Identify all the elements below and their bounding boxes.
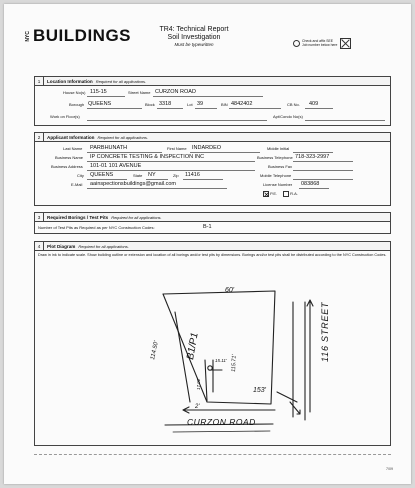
apt-label: Apt/Condo No(s) (273, 114, 303, 119)
left-dimension: 114.50' (150, 340, 160, 361)
city-field[interactable]: QUEENS (90, 172, 114, 178)
business-telephone-field[interactable]: 718-323-2997 (295, 154, 330, 160)
section-required-note: Required for all applications. (95, 78, 147, 84)
cb-field[interactable]: 409 (309, 101, 319, 107)
business-fax-label: Business Fax (268, 164, 293, 169)
form-instruction: Must be typewritten (174, 42, 214, 48)
section-required-note: Required for all applications. (78, 243, 129, 249)
section-borings (34, 212, 391, 234)
email-field[interactable]: aainspectionsbuildings@gmail.com (90, 181, 176, 187)
pe-checkbox[interactable] (263, 191, 269, 197)
road-label: CURZON ROAD (187, 417, 256, 427)
borough-field[interactable]: QUEENS (88, 101, 112, 107)
inner-dimension-1: 15.11' (215, 358, 227, 363)
email-label: E-Mail (71, 182, 83, 187)
form-header (134, 26, 254, 47)
bin-field[interactable]: 4842402 (231, 101, 253, 107)
form-title: TR4: Technical Report (159, 26, 229, 33)
middle-initial-label: Middle Initial (267, 146, 290, 151)
block-field[interactable]: 3318 (159, 101, 172, 107)
road-underline-2 (173, 431, 270, 432)
house-field[interactable]: 115-15 (90, 89, 107, 95)
job-number-note (293, 38, 351, 49)
cb-label: CB No. (287, 102, 300, 107)
street-label: Street Name (128, 90, 151, 95)
job-note-text (302, 40, 337, 47)
borough-label: Borough (69, 102, 85, 107)
tr4-form-page (4, 4, 411, 484)
ra-checkbox[interactable] (283, 191, 289, 197)
job-note-line2: Job number below here (302, 42, 338, 47)
ra-label: R.A. (290, 191, 298, 197)
boring-label: B1/P1 (185, 331, 201, 361)
floors-label: Work on Floor(s) (50, 114, 80, 119)
middle-dimension: 115.71' (231, 354, 238, 373)
logo-text: BUILDINGS (33, 26, 131, 45)
block-label: Block (145, 102, 155, 107)
plot-instructions: Draw in ink to indicate scale. Show building outline or extension and location of all borings and/or test pits by dimensions. Borings and/or test pits shall be distributed according to the NYC Construction Codes. (38, 253, 387, 257)
street-label: 116 STREET (320, 301, 330, 362)
license-number-label: License Number (263, 182, 293, 187)
first-name-label: First Name (167, 146, 187, 151)
inner-dimension-2: 17.02' (196, 377, 201, 390)
business-name-label: Business Name (55, 155, 84, 160)
floors-field[interactable] (87, 120, 267, 121)
bin-label: BIN (221, 102, 228, 107)
section-number: 4 (35, 242, 44, 250)
plot-sketch (35, 242, 392, 447)
bottom-dimension: 2' (195, 404, 200, 410)
lot-label: Lot (187, 102, 193, 107)
business-fax-field[interactable] (293, 170, 353, 171)
pe-label: P.E. (270, 191, 278, 197)
section-title-bar (35, 213, 390, 222)
page-number: 7/09 (386, 467, 393, 471)
boring-line (205, 360, 207, 401)
lot-field[interactable]: 39 (197, 101, 204, 107)
corner-arrow (290, 402, 300, 414)
footer-divider (34, 454, 391, 455)
check-x-icon (264, 192, 269, 197)
zip-label: Zip (173, 173, 179, 178)
test-pits-label: Number of Test Pits as Required as per NYC Construction Codes: (38, 225, 155, 230)
section-title: Plot Diagram (47, 243, 76, 249)
city-label: City (77, 173, 84, 178)
mobile-telephone-field[interactable] (293, 179, 353, 180)
street-arrow (307, 300, 313, 412)
section-title-bar (35, 77, 390, 86)
nyc-buildings-logo (26, 26, 131, 46)
section-number: 1 (35, 77, 44, 85)
business-address-field[interactable]: 101-01 101 AVENUE (90, 163, 142, 169)
ra-checkbox-group (283, 191, 298, 197)
job-note-line1: Check and affix SEE (302, 38, 334, 43)
section-location (34, 76, 391, 126)
business-name-field[interactable]: IP CONCRETE TESTING & INSPECTION INC (90, 154, 205, 160)
street-field[interactable]: CURZON ROAD (155, 89, 196, 95)
form-subtitle: Soil Investigation (167, 34, 221, 42)
right-dimension-line (277, 392, 297, 402)
right-dimension: 153' (253, 387, 267, 394)
state-label: State (133, 173, 143, 178)
mobile-telephone-label: Mobile Telephone (260, 173, 292, 178)
section-required-note: Required for all applications. (97, 134, 148, 140)
section-title: Required Borings / Test Pits (47, 214, 109, 220)
state-field[interactable]: NY (148, 172, 156, 178)
zip-field[interactable]: 11416 (185, 172, 200, 178)
section-plot-diagram (34, 241, 391, 446)
last-name-field[interactable]: PARBHUNATH (90, 145, 128, 151)
section-number: 3 (35, 213, 44, 221)
x-checkbox-icon[interactable] (340, 38, 351, 49)
section-number: 2 (35, 133, 44, 141)
section-title: Location Information (47, 78, 93, 84)
circle-icon (293, 40, 300, 47)
section-applicant (34, 132, 391, 206)
apt-field[interactable] (305, 120, 385, 121)
business-address-label: Business Address (51, 164, 83, 169)
section-title: Applicant Information (47, 134, 95, 140)
house-label: House No(s) (63, 90, 86, 95)
test-pits-field[interactable]: B-1 (203, 224, 212, 230)
top-dimension: 60' (225, 287, 235, 294)
section-required-note: Required for all applications. (111, 214, 162, 220)
business-telephone-label: Business Telephone (257, 155, 293, 160)
middle-initial-field[interactable] (293, 152, 333, 153)
section-title-bar (35, 133, 390, 142)
first-name-field[interactable]: INDARDEO (192, 145, 222, 151)
logo-prefix: NYC (25, 30, 31, 42)
pe-checkbox-group (263, 191, 277, 197)
last-name-label: Last Name (63, 146, 83, 151)
license-number-field[interactable]: 083868 (301, 181, 320, 187)
